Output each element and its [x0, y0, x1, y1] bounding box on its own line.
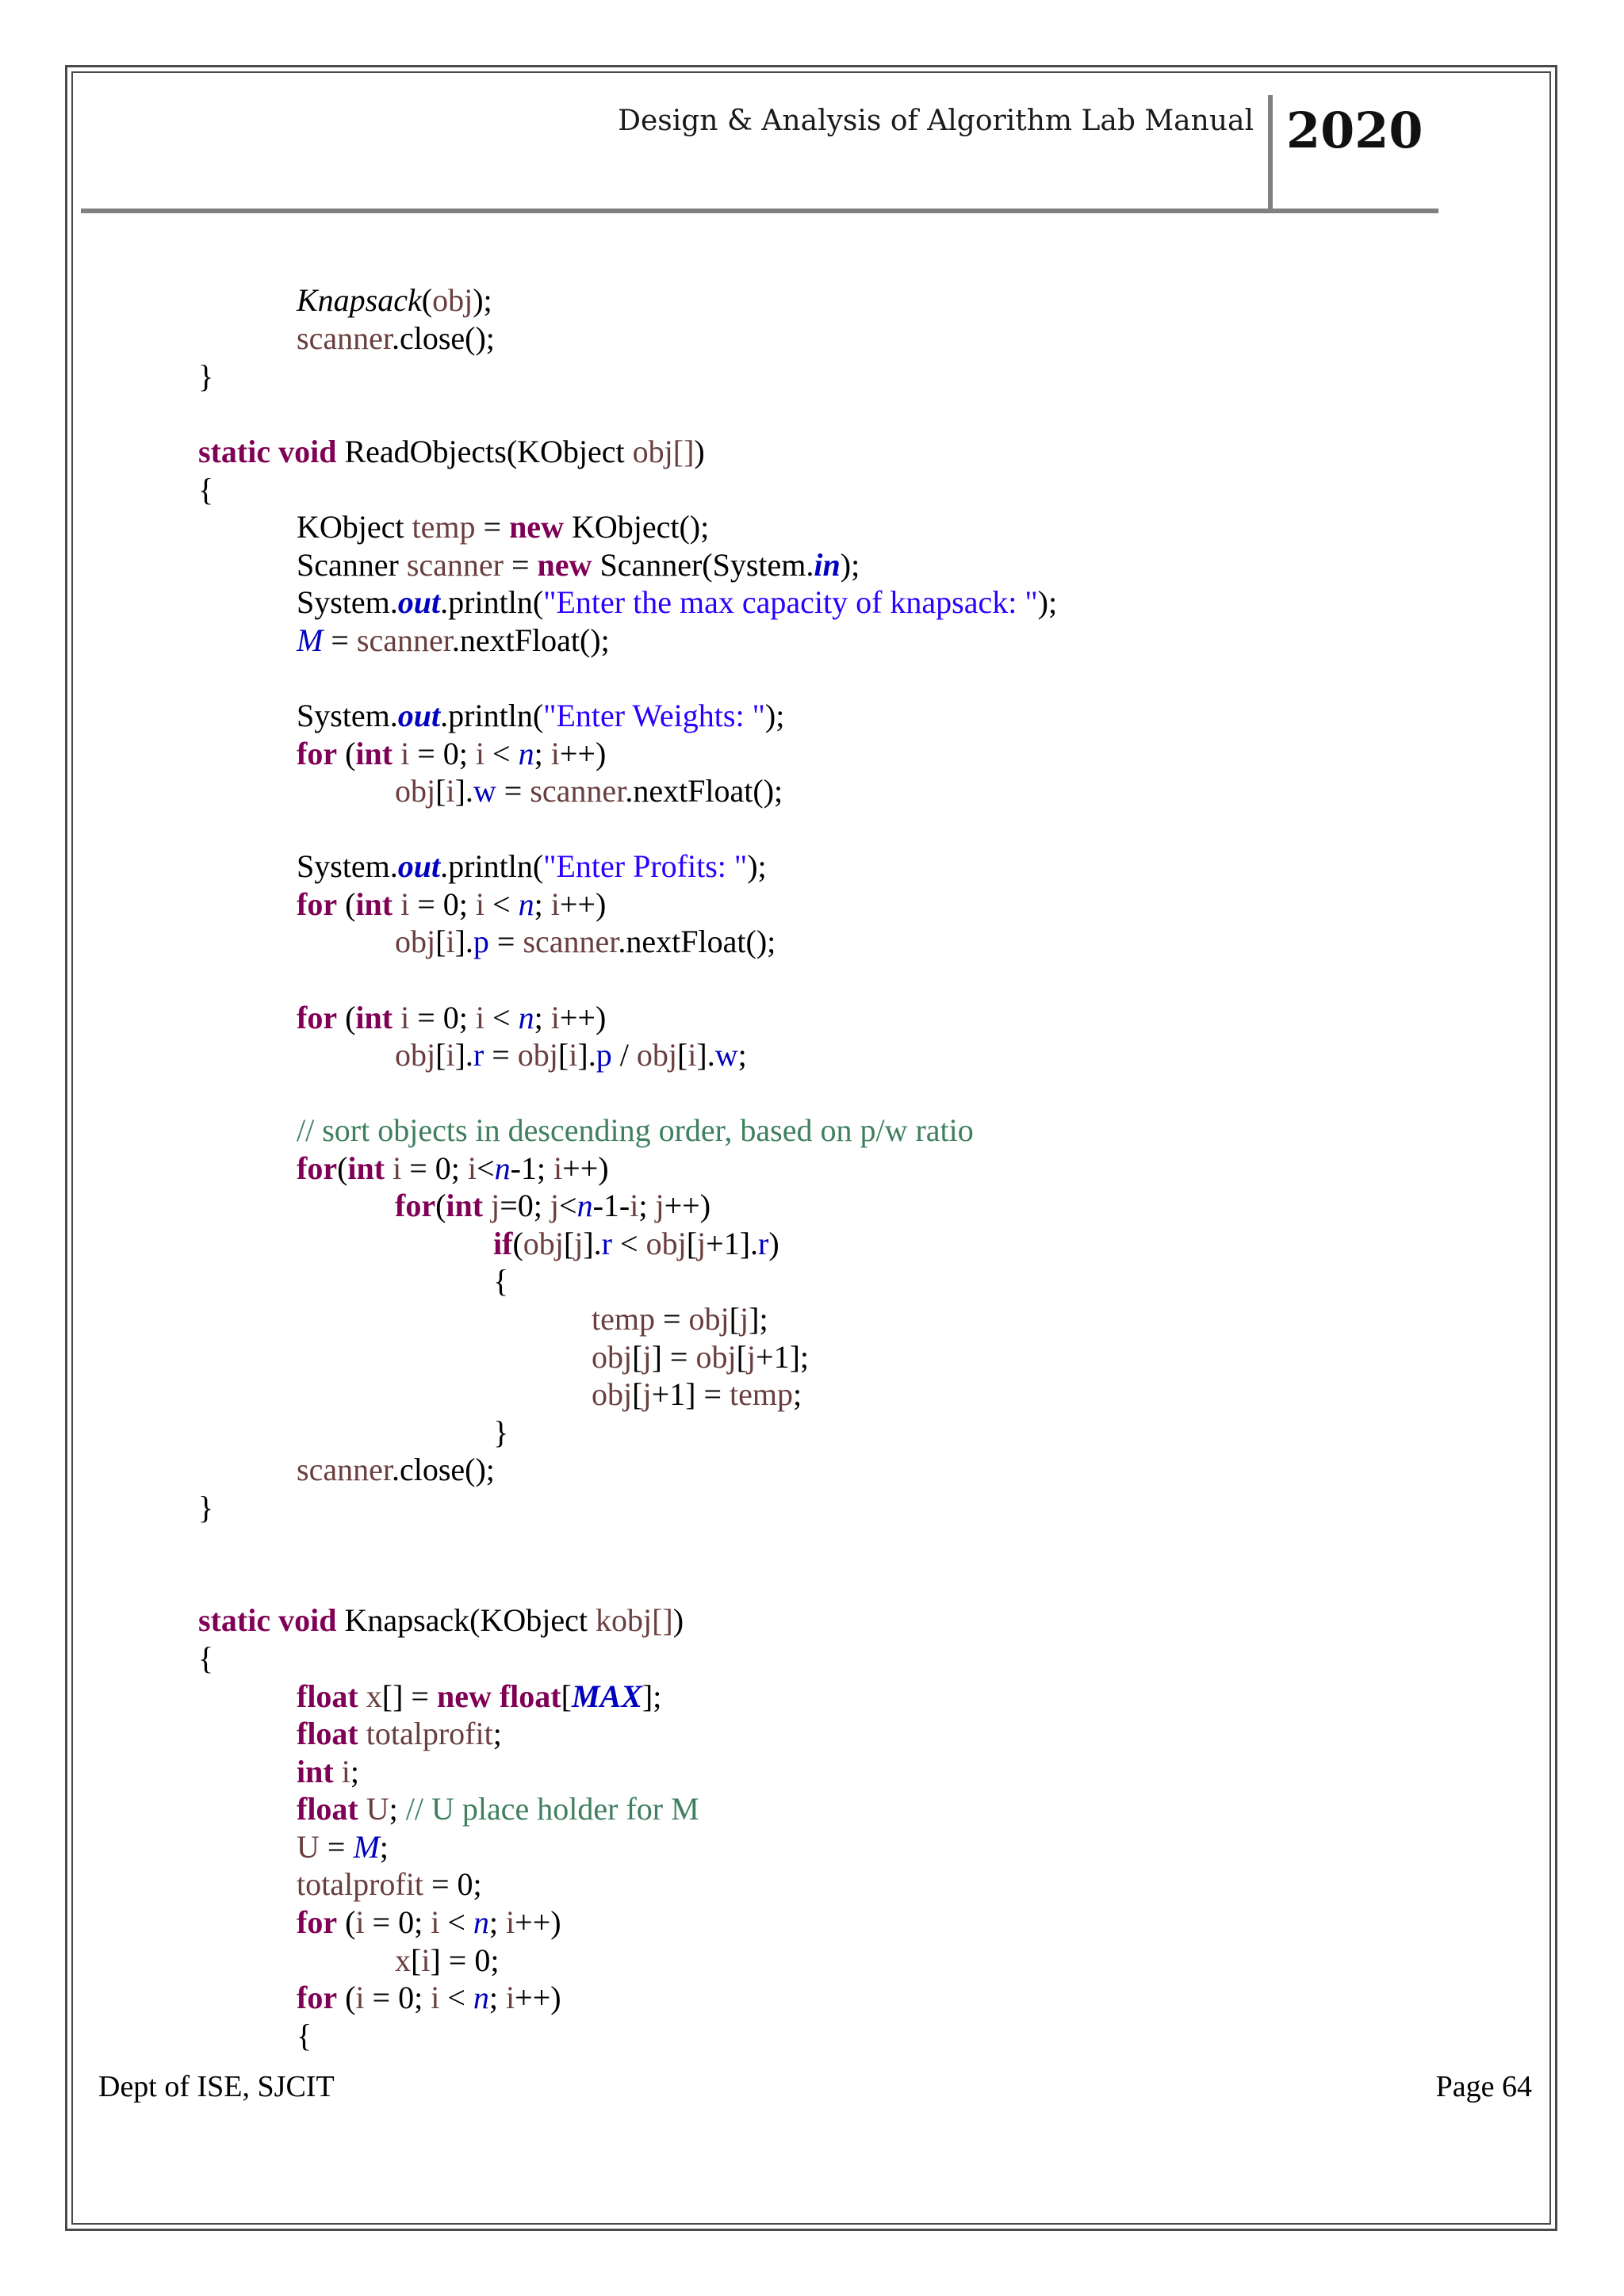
footer-dept: Dept of ISE, SJCIT	[98, 2070, 335, 2103]
footer-page-number: Page 64	[1435, 2070, 1532, 2103]
code-line: for(int i = 0; i<n-1; i++)	[297, 1150, 609, 1186]
header-year: 2020	[1286, 101, 1423, 159]
code-line: if(obj[j].r < obj[j+1].r)	[493, 1226, 779, 1261]
code-line: float x[] = new float[MAX];	[297, 1678, 662, 1714]
code-line: // sort objects in descending order, based on p/w ratio	[297, 1112, 974, 1148]
code-line: for (int i = 0; i < n; i++)	[297, 736, 607, 771]
code-line: M = scanner.nextFloat();	[297, 622, 610, 658]
header-title: Design & Analysis of Algorithm Lab Manual	[618, 105, 1254, 137]
code-line: {	[198, 1640, 214, 1676]
code-line: for (i = 0; i < n; i++)	[297, 1980, 561, 2015]
code-line: for (i = 0; i < n; i++)	[297, 1904, 561, 1940]
code-line: {	[297, 2018, 312, 2053]
code-line: {	[198, 472, 214, 507]
code-line: Scanner scanner = new Scanner(System.in);	[297, 547, 860, 583]
code-line: System.out.println("Enter the max capacity of knapsack: ");	[297, 584, 1058, 620]
code-line: totalprofit = 0;	[297, 1866, 482, 1902]
code-line: for (int i = 0; i < n; i++)	[297, 1000, 607, 1035]
code-line: obj[j+1] = temp;	[592, 1376, 802, 1412]
code-line: obj[i].r = obj[i].p / obj[i].w;	[395, 1037, 747, 1073]
code-line: U = M;	[297, 1829, 389, 1865]
code-line: scanner.close();	[297, 320, 495, 356]
code-line: }	[493, 1414, 509, 1450]
code-line: obj[j] = obj[j+1];	[592, 1339, 810, 1375]
code-line: static void ReadObjects(KObject obj[])	[198, 434, 705, 469]
code-line: obj[i].p = scanner.nextFloat();	[395, 924, 776, 959]
code-line: Knapsack(obj);	[297, 282, 492, 318]
code-line: x[i] = 0;	[395, 1942, 500, 1978]
code-line: KObject temp = new KObject();	[297, 509, 710, 545]
code-line: int i;	[297, 1754, 359, 1789]
code-line: System.out.println("Enter Profits: ");	[297, 848, 767, 884]
header-divider	[1268, 95, 1273, 211]
code-line: {	[493, 1263, 509, 1299]
code-line: static void Knapsack(KObject kobj[])	[198, 1602, 684, 1638]
code-line: temp = obj[j];	[592, 1301, 768, 1337]
header-rule	[81, 209, 1438, 213]
code-line: float U; // U place holder for M	[297, 1791, 699, 1827]
code-line: for(int j=0; j<n-1-i; j++)	[395, 1188, 711, 1223]
code-line: obj[i].w = scanner.nextFloat();	[395, 773, 783, 809]
code-line: float totalprofit;	[297, 1716, 502, 1751]
code-line: System.out.println("Enter Weights: ");	[297, 698, 785, 733]
code-line: }	[198, 1490, 214, 1525]
code-line: }	[198, 358, 214, 394]
code-line: for (int i = 0; i < n; i++)	[297, 886, 607, 922]
code-line: scanner.close();	[297, 1452, 495, 1487]
